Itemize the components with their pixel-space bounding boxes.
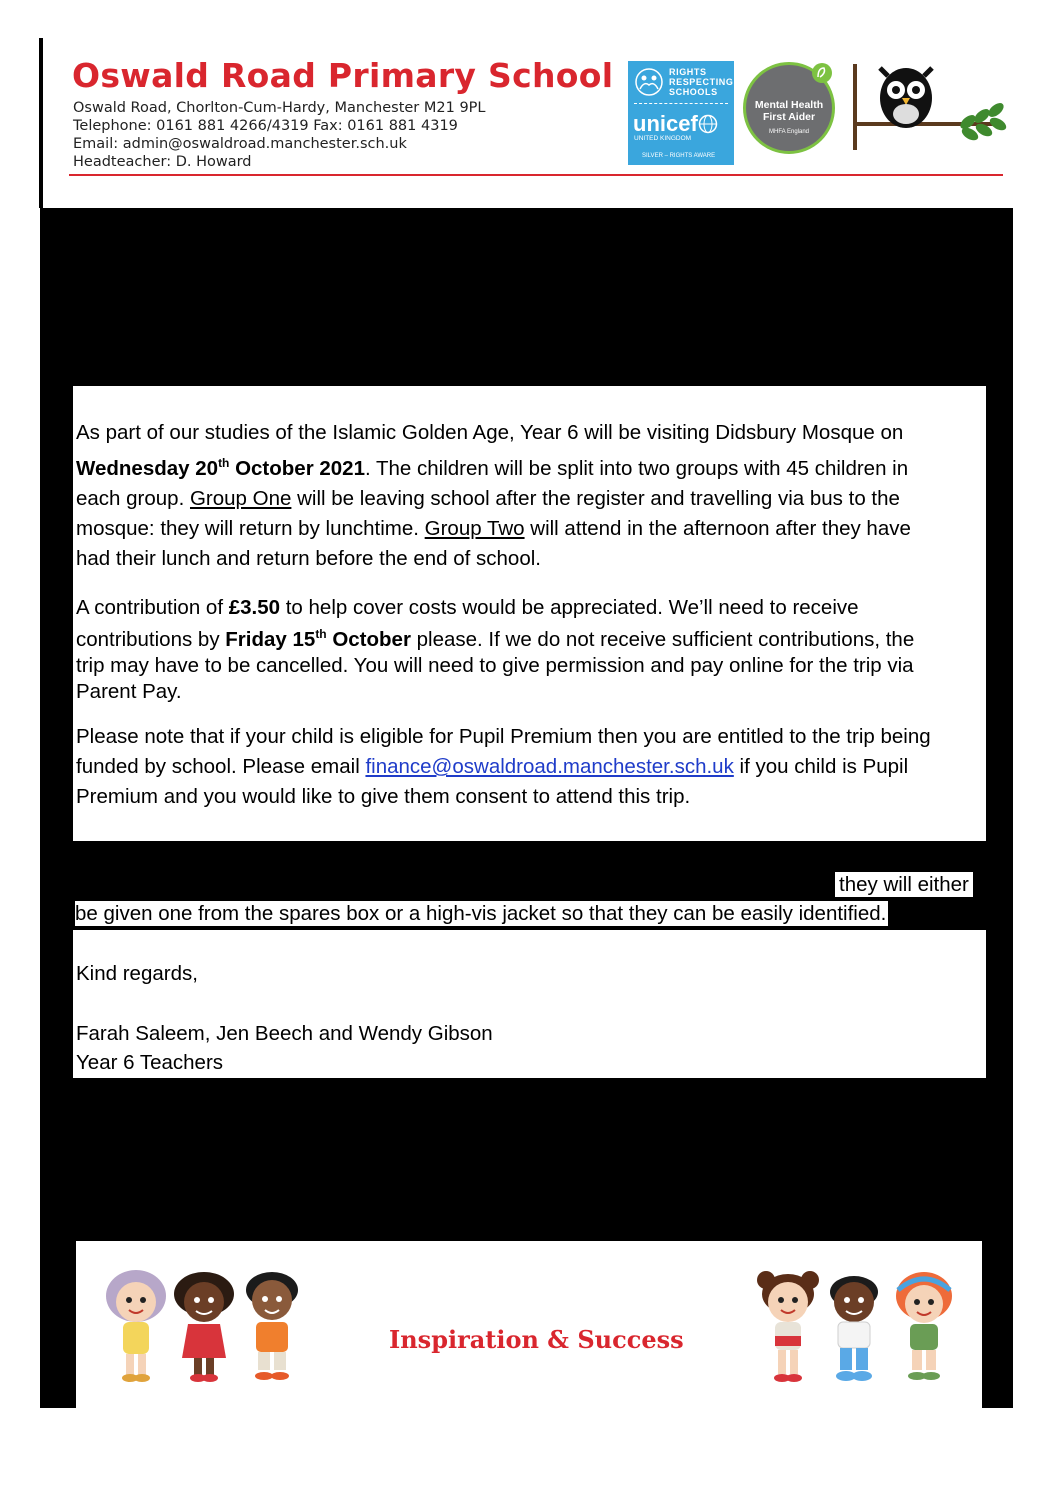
children-circle-icon [634,67,664,97]
address-line: Oswald Road, Chorlton-Cum-Hardy, Manchester M21 9PL [73,100,486,116]
mhfa-org: MHFA England [768,129,810,135]
leaf-icon [810,61,834,85]
school-motto: Inspiration & Success [389,1325,684,1354]
mental-health-first-aider-badge [743,62,835,154]
paragraph-contribution: A contribution of £3.50 to help cover costs would be appreciated. We’ll need to receive contributions by Friday 15th October please. If we do not receive sufficient contributions, the trip may have to be cancelled. You will need to give permission and pay online for the trip via Parent Pay. [76,596,915,703]
telephone-line: Telephone: 0161 881 4266/4319 Fax: 0161 881 4319 [73,118,458,134]
high-vis-line: be given one from the spares box or a high-vis jacket so that they can be easily identified. [75,902,887,925]
signatory-names: Farah Saleem, Jen Beech and Wendy Gibson [76,1022,493,1045]
partial-line-visible: they will either [835,872,973,897]
finance-email-link[interactable]: finance@oswaldroad.manchester.sch.uk [365,755,734,778]
paragraph-trip-details: As part of our studies of the Islamic Golden Age, Year 6 will be visiting Didsbury Mosque on Wednesday 20th October 2021. The children will be split into two groups with 45 children in each group. Group One will be leaving school after the register and travelling via bus to the mosque: they will return by lunchtime. Group Two will attend in the afternoon after they have had their lunch and return before the end of school. [76,421,911,570]
children-right-illustration [748,1266,968,1388]
mhfa-title: Mental Health First Aider [754,99,824,123]
headteacher-line: Headteacher: D. Howard [73,154,252,170]
group-one-label: Group One [189,486,292,510]
award-level: SILVER – RIGHTS AWARE [642,153,716,159]
sign-off-panel [73,930,986,1078]
rights-respecting-schools-badge [628,61,734,165]
signatory-role: Year 6 Teachers [76,1051,224,1074]
letter-body-panel [73,386,986,841]
group-two-label: Group Two [424,516,525,540]
signatures [76,1019,493,1077]
rrs-title: RIGHTS RESPECTING SCHOOLS [669,67,734,97]
unicef-globe-icon [698,114,718,134]
unicef-uk-label: UNITED KINGDOM [634,135,692,142]
paragraph-pupil-premium: Please note that if your child is eligible for Pupil Premium then you are entitled to the trip being funded by school. Please email finance@oswaldroad.manchester.sch.uk if you child is Pupil Premium and you would like to give them consent to attend this trip. [76,725,931,808]
children-left-illustration [96,1266,312,1384]
rrs-divider [634,103,728,104]
owl-on-branch-logo [850,62,1010,154]
header-rule [69,174,1003,176]
closing-salutation: Kind regards, [76,962,198,985]
trip-date: Wednesday 20th October 2021 [76,456,365,480]
contribution-amount: £3.50 [228,596,281,619]
unicef-logo-text: unicef [633,111,698,136]
header-left-rule [39,38,43,208]
payment-deadline: Friday 15th October [225,627,411,651]
school-name: Oswald Road Primary School [72,56,614,95]
email-line: Email: admin@oswaldroad.manchester.sch.uk [73,136,407,152]
